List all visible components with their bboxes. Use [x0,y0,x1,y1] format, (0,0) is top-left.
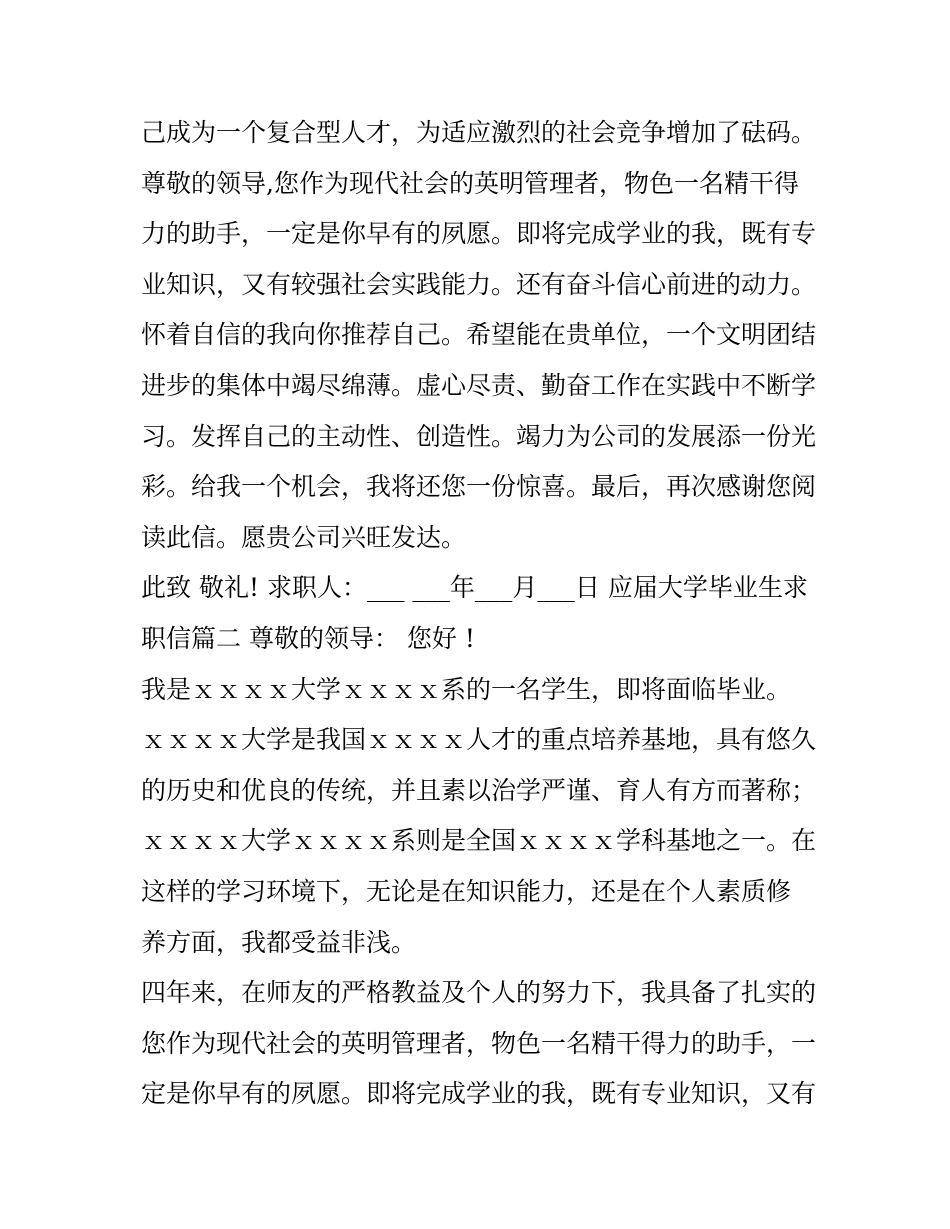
text-line: 养方面，我都受益非浅。 [141,927,417,957]
text-line: 四年来，在师友的严格教益及个人的努力下，我具备了扎实的 [141,978,817,1008]
text-line: 此致 敬礼! 求职人：___ ___年___月___日 应届大学毕业生求 [141,573,808,603]
text-line: 您作为现代社会的英明管理者，物色一名精干得力的助手，一 [141,1028,817,1058]
text-line: 习。发挥自己的主动性、创造性。竭力为公司的发展添一份光 [141,421,817,451]
text-line: 定是你早有的夙愿。即将完成学业的我，既有专业知识，又有 [141,1079,817,1109]
text-line: 尊敬的领导,您作为现代社会的英明管理者，物色一名精干得 [141,168,799,198]
text-line: 我是ｘｘｘｘ大学ｘｘｘｘ系的一名学生，即将面临毕业。 [141,674,792,704]
text-line: 的历史和优良的传统，并且素以治学严谨、育人有方而著称； [141,775,817,805]
text-line: 己成为一个复合型人才，为适应激烈的社会竞争增加了砝码。 [141,118,817,147]
text-line: 彩。给我一个机会，我将还您一份惊喜。最后，再次感谢您阅 [141,472,817,502]
text-line: ｘｘｘｘ大学ｘｘｘｘ系则是全国ｘｘｘｘ学科基地之一。在 [141,826,817,856]
text-line: 怀着自信的我向你推荐自己。希望能在贵单位，一个文明团结 [141,320,817,350]
text-line: 这样的学习环境下，无论是在知识能力，还是在个人素质修 [141,876,792,906]
text-line: ｘｘｘｘ大学是我国ｘｘｘｘ人才的重点培养基地，具有悠久 [141,725,817,755]
text-line: 力的助手，一定是你早有的夙愿。即将完成学业的我，既有专 [141,219,817,249]
text-line: 进步的集体中竭尽绵薄。虚心尽责、勤奋工作在实践中不断学 [141,370,817,400]
text-line: 读此信。愿贵公司兴旺发达。 [141,522,467,552]
body-text [141,108,821,1120]
text-line: 职信篇二 尊敬的领导： 您好 ! [141,623,475,653]
text-line: 业知识，又有较强社会实践能力。还有奋斗信心前进的动力。 [141,269,817,299]
